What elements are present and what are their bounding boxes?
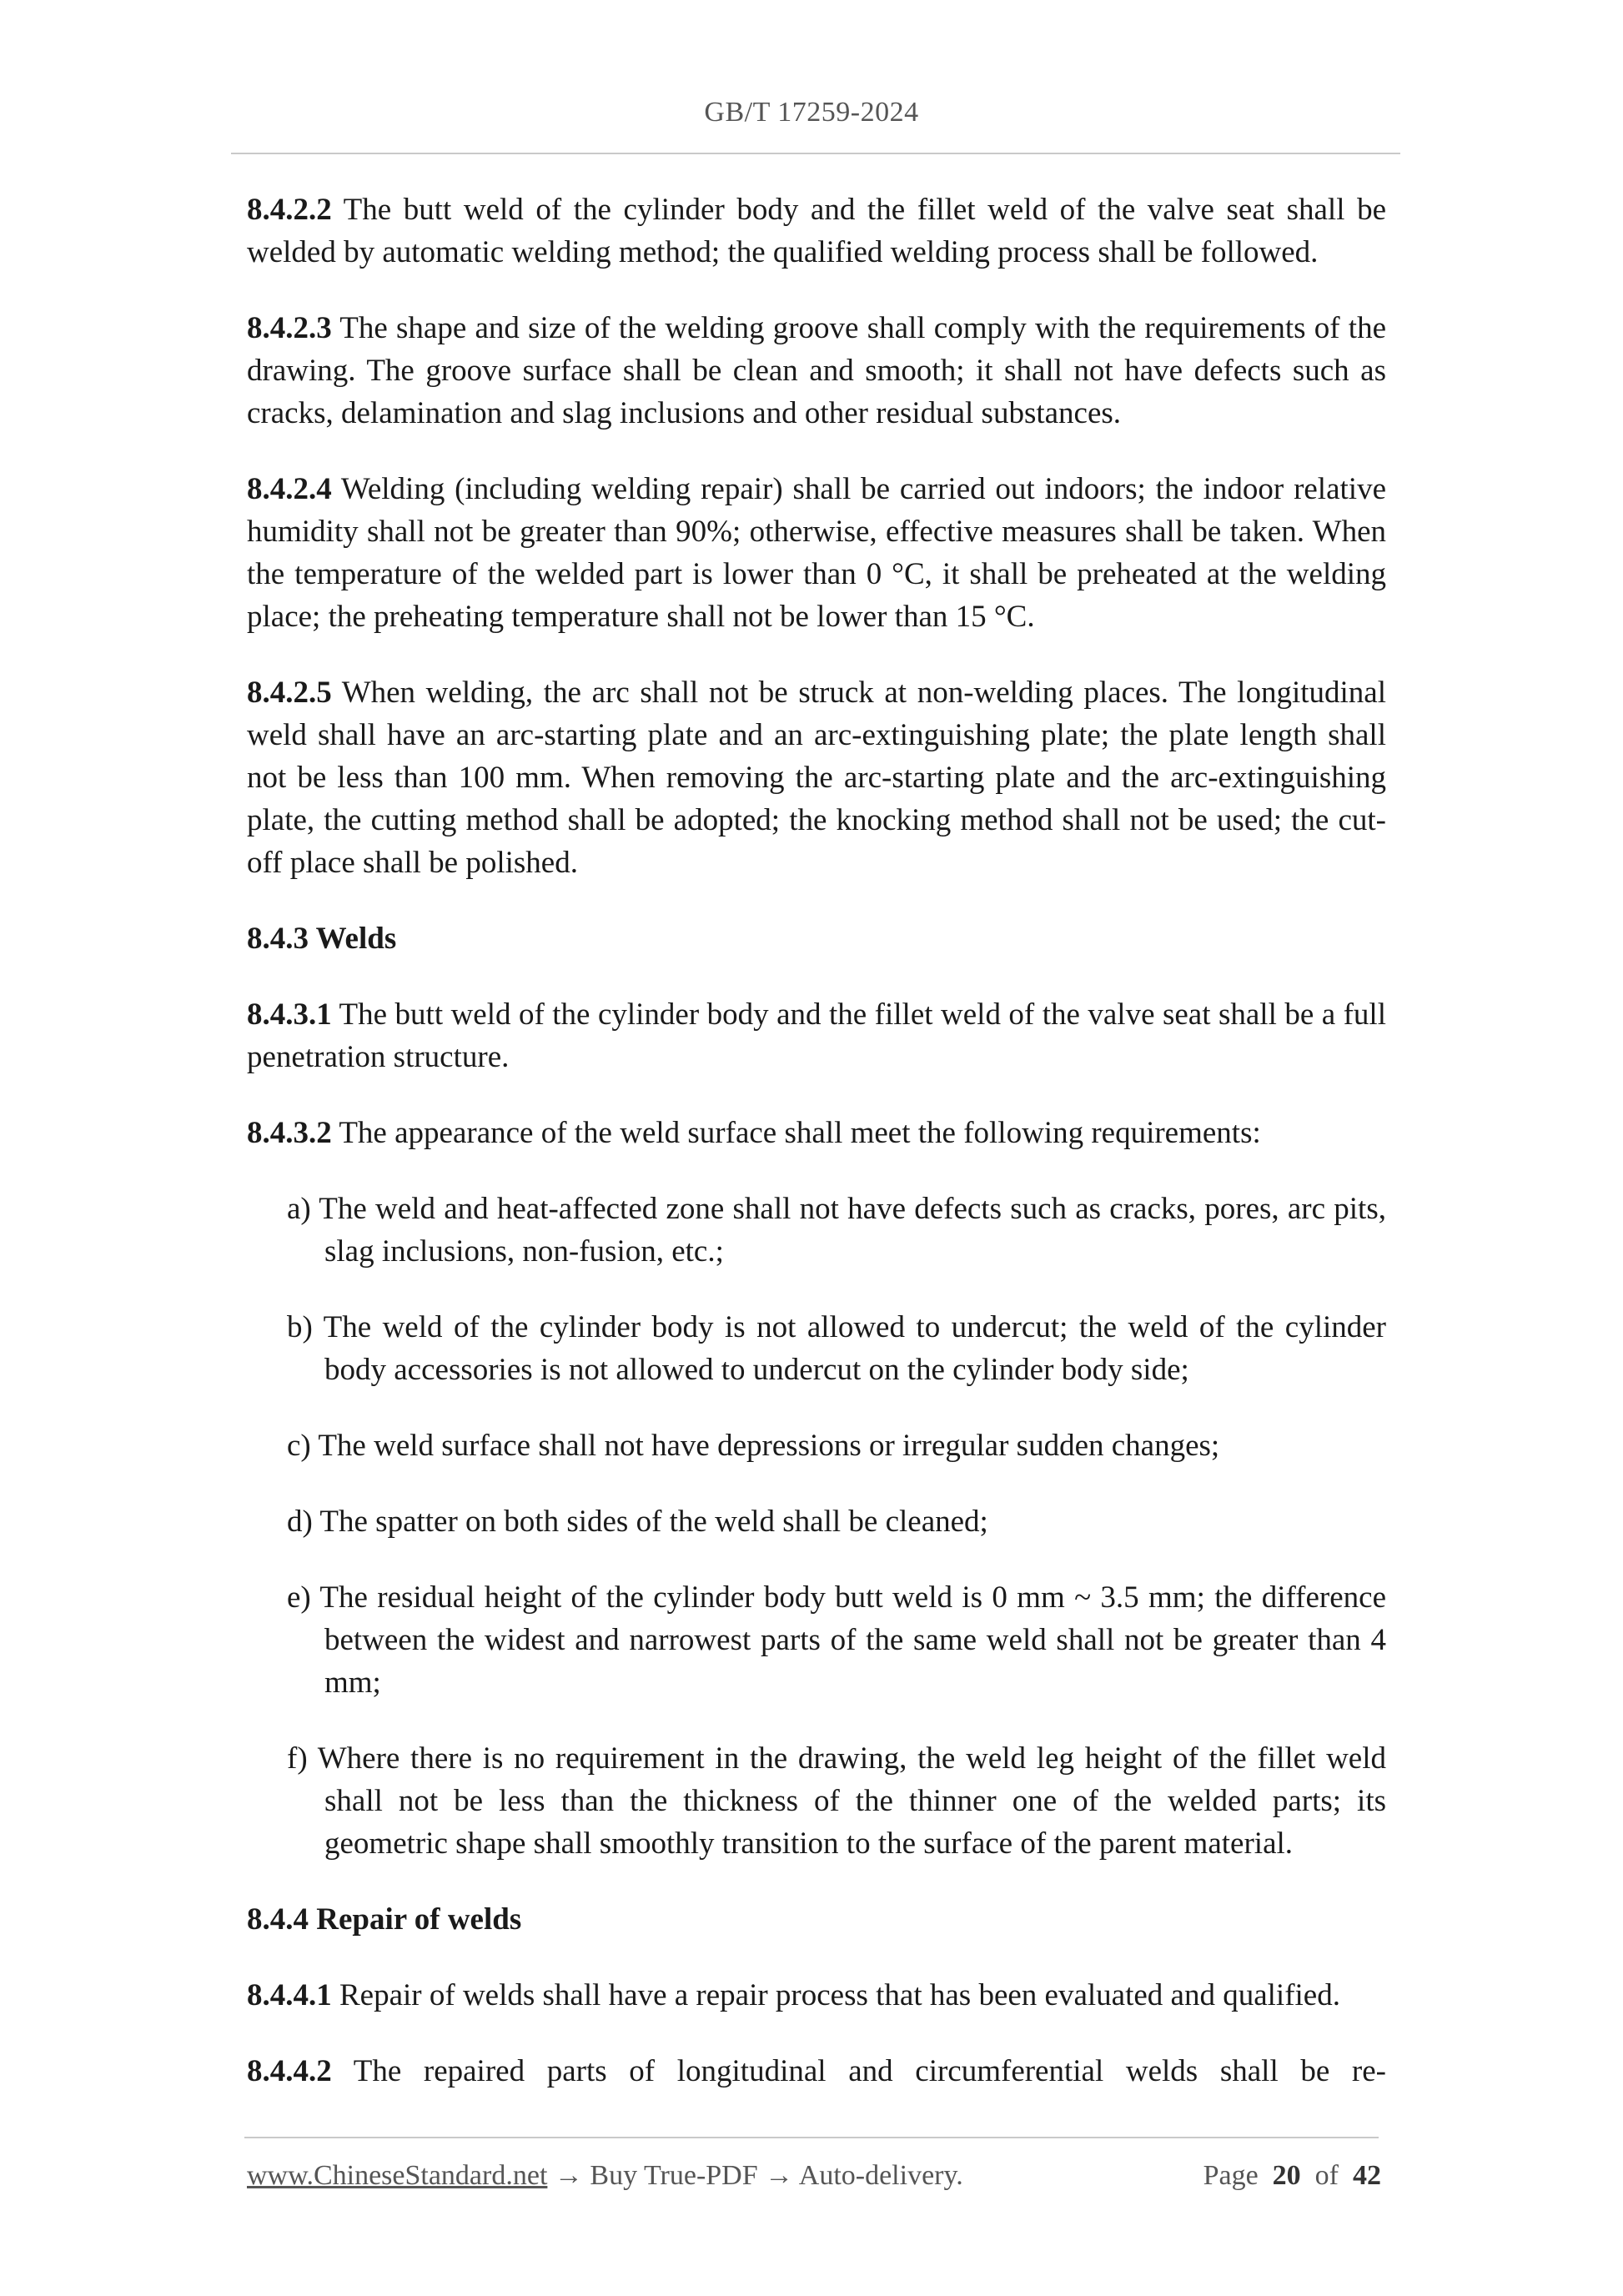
- document-body: [247, 188, 1386, 2126]
- clause-text: The butt weld of the cylinder body and the fillet weld of the valve seat shall be welded by automatic welding method; the qualified welding process shall be followed.: [247, 193, 1386, 269]
- clause-text: When welding, the arc shall not be struck at non-welding places. The longitudinal weld shall have an arc-starting plate and an arc-extinguishing plate; the plate length shall not be less than 100 mm. When removing the arc-starting plate and the arc-extinguishing plate, the cutting method shall be adopted; the knocking method shall not be used; the cut-off place shall be polished.: [247, 676, 1386, 880]
- clause-number: 8.4.2.4: [247, 472, 332, 506]
- footer-divider: [244, 2137, 1379, 2138]
- clause-8-4-4-2: [247, 2050, 1386, 2093]
- list-item-a: a) The weld and heat-affected zone shall not have defects such as cracks, pores, arc pits, slag inclusions, non-fusion, etc.;: [287, 1192, 1386, 1269]
- list-item-e: e) The residual height of the cylinder body butt weld is 0 mm ~ 3.5 mm; the difference between the widest and narrowest parts of the same weld shall not be greater than 4 mm;: [287, 1580, 1386, 1700]
- clause-number: 8.4.3.2: [247, 1116, 332, 1150]
- page-indicator: [1203, 2160, 1381, 2192]
- list-item-f: f) Where there is no requirement in the drawing, the weld leg height of the fillet weld shall not be less than the thickness of the thinner one of the welded parts; its geometric shape shall smoothly transition to the surface of the parent material.: [287, 1741, 1386, 1861]
- clause-number: 8.4.2.3: [247, 311, 332, 345]
- page-label: Page: [1203, 2160, 1259, 2191]
- header-divider: [231, 153, 1400, 154]
- clause-8-4-2-2: [247, 188, 1386, 274]
- website-link[interactable]: www.ChineseStandard.net: [247, 2160, 548, 2191]
- clause-number: 8.4.3.1: [247, 997, 332, 1032]
- list-item-b: b) The weld of the cylinder body is not allowed to undercut; the weld of the cylinder body accessories is not allowed to undercut on the cylinder body side;: [287, 1310, 1386, 1387]
- heading-8-4-3: 8.4.3 Welds: [247, 922, 397, 956]
- clause-text: The butt weld of the cylinder body and the fillet weld of the valve seat shall be a full penetration structure.: [247, 997, 1386, 1074]
- clause-8-4-3-2: [247, 1112, 1386, 1154]
- clause-number: 8.4.4.1: [247, 1978, 332, 2012]
- page-of-label: of: [1314, 2160, 1339, 2191]
- clause-8-4-2-4: [247, 468, 1386, 638]
- clause-8-4-2-5: [247, 671, 1386, 884]
- clause-text: Repair of welds shall have a repair process that has been evaluated and qualified.: [331, 1978, 1340, 2012]
- clause-text: Welding (including welding repair) shall be carried out indoors; the indoor relative humidity shall not be greater than 90%; otherwise, effective measures shall be taken. When the temperature of the welded part is lower than 0 °C, it shall be preheated at the welding place; the preheating temperature shall not be lower than 15 °C.: [247, 472, 1386, 634]
- clause-text: The shape and size of the welding groove shall comply with the requirements of the drawing. The groove surface shall be clean and smooth; it shall not have defects such as cracks, delamination and slag inclusions and other residual substances.: [247, 311, 1386, 430]
- footer-promo-text: → Buy True-PDF → Auto-delivery.: [547, 2160, 963, 2191]
- list-item-c: c) The weld surface shall not have depressions or irregular sudden changes;: [287, 1429, 1220, 1463]
- clause-text: The repaired parts of longitudinal and circumferential welds shall be re-: [331, 2054, 1386, 2088]
- clause-8-4-3-1: [247, 993, 1386, 1078]
- clause-number: 8.4.2.2: [247, 193, 332, 227]
- list-item-d: d) The spatter on both sides of the weld shall be cleaned;: [287, 1505, 988, 1539]
- footer-promo: [247, 2160, 963, 2192]
- clause-8-4-4-1: [247, 1974, 1386, 2017]
- clause-8-4-2-3: [247, 307, 1386, 435]
- clause-text: The appearance of the weld surface shall meet the following requirements:: [331, 1116, 1261, 1150]
- document-header: GB/T 17259-2024: [704, 97, 919, 128]
- page-total: 42: [1353, 2160, 1381, 2191]
- clause-number: 8.4.4.2: [247, 2054, 332, 2088]
- page-current: 20: [1272, 2160, 1301, 2191]
- heading-8-4-4: 8.4.4 Repair of welds: [247, 1902, 522, 1937]
- clause-number: 8.4.2.5: [247, 676, 332, 710]
